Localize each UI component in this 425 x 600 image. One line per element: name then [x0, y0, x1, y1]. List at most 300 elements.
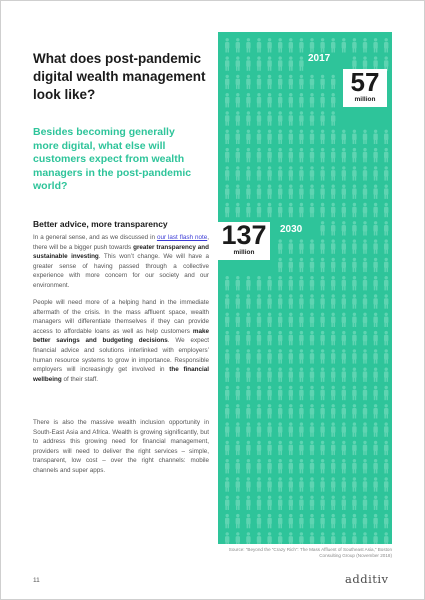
- person-icon: [373, 313, 377, 327]
- person-icon: [267, 313, 271, 327]
- person-icon: [236, 459, 240, 473]
- person-icon: [352, 294, 356, 308]
- person-icon: [363, 203, 367, 217]
- person-icon: [342, 404, 346, 418]
- person-icon: [352, 514, 356, 528]
- section-heading: Better advice, more transparency: [33, 219, 168, 229]
- person-icon: [384, 166, 388, 180]
- person-icon: [246, 56, 250, 70]
- person-icon: [236, 75, 240, 89]
- person-icon: [384, 258, 388, 272]
- person-icon: [246, 349, 250, 363]
- person-icon: [363, 422, 367, 436]
- person-icon: [299, 349, 303, 363]
- person-icon: [310, 111, 314, 125]
- person-icon: [257, 75, 261, 89]
- person-icon: [225, 185, 229, 199]
- person-icon: [257, 56, 261, 70]
- person-icon: [267, 386, 271, 400]
- person-icon: [320, 38, 324, 52]
- stat-2017-value: 57: [350, 67, 380, 97]
- person-icon: [299, 148, 303, 162]
- stat-2030-value: 137: [221, 220, 267, 250]
- person-icon: [320, 386, 324, 400]
- stat-2017-box: [343, 69, 387, 107]
- person-icon: [299, 477, 303, 491]
- person-icon: [278, 496, 282, 510]
- person-icon: [236, 38, 240, 52]
- person-icon: [267, 166, 271, 180]
- person-icon: [363, 313, 367, 327]
- person-icon: [236, 166, 240, 180]
- person-icon: [246, 38, 250, 52]
- person-icon: [246, 459, 250, 473]
- person-icon: [320, 313, 324, 327]
- paragraph-2-text-2: . We expect financial advice and solutions interlinked with employers’ human resource systems to grow in importance. Responsible employers will increasingly get involved in: [33, 337, 209, 374]
- person-icon: [246, 294, 250, 308]
- person-icon: [310, 404, 314, 418]
- person-icon: [236, 313, 240, 327]
- person-icon: [225, 532, 229, 544]
- person-icon: [246, 532, 250, 544]
- person-icon: [267, 514, 271, 528]
- paragraph-2: [33, 298, 209, 384]
- person-icon: [352, 441, 356, 455]
- person-icon: [310, 185, 314, 199]
- person-icon: [310, 93, 314, 107]
- person-icon: [373, 294, 377, 308]
- person-icon: [257, 185, 261, 199]
- person-icon: [236, 294, 240, 308]
- person-icon: [320, 203, 324, 217]
- person-icon: [331, 258, 335, 272]
- person-icon: [257, 514, 261, 528]
- person-icon: [225, 93, 229, 107]
- person-icon: [225, 148, 229, 162]
- person-icon: [363, 349, 367, 363]
- person-icon: [257, 38, 261, 52]
- person-icon: [225, 368, 229, 382]
- person-icon: [267, 459, 271, 473]
- person-icon: [289, 203, 293, 217]
- person-icon: [384, 203, 388, 217]
- person-icon: [236, 368, 240, 382]
- person-icon: [289, 239, 293, 253]
- person-icon: [373, 532, 377, 544]
- person-icon: [267, 368, 271, 382]
- person-icon: [267, 75, 271, 89]
- person-icon: [331, 130, 335, 144]
- person-icon: [373, 239, 377, 253]
- person-icon: [299, 75, 303, 89]
- person-icon: [257, 276, 261, 290]
- person-icon: [289, 514, 293, 528]
- person-icon: [267, 532, 271, 544]
- person-icon: [299, 422, 303, 436]
- person-icon: [257, 386, 261, 400]
- person-icon: [299, 203, 303, 217]
- person-icon: [373, 331, 377, 345]
- person-icon: [299, 294, 303, 308]
- person-icon: [384, 349, 388, 363]
- person-icon: [320, 404, 324, 418]
- paragraph-1: [33, 233, 209, 291]
- person-icon: [342, 441, 346, 455]
- person-icon: [299, 93, 303, 107]
- person-icon: [342, 38, 346, 52]
- person-icon: [310, 276, 314, 290]
- stat-2030-box: [218, 222, 270, 260]
- additiv-logo: additiv: [345, 572, 389, 586]
- person-icon: [267, 331, 271, 345]
- person-icon: [331, 349, 335, 363]
- person-icon: [373, 496, 377, 510]
- person-icon: [267, 93, 271, 107]
- person-icon: [289, 496, 293, 510]
- person-icon: [320, 331, 324, 345]
- person-icon: [342, 258, 346, 272]
- person-icon: [363, 294, 367, 308]
- page-number: 11: [33, 577, 40, 584]
- person-icon: [236, 148, 240, 162]
- person-icon: [342, 166, 346, 180]
- person-icon: [352, 258, 356, 272]
- person-icon: [363, 386, 367, 400]
- person-icon: [257, 148, 261, 162]
- person-icon: [331, 313, 335, 327]
- person-icon: [331, 75, 335, 89]
- person-icon: [267, 477, 271, 491]
- person-icon: [278, 532, 282, 544]
- person-icon: [246, 368, 250, 382]
- person-icon: [331, 331, 335, 345]
- person-icon: [278, 331, 282, 345]
- person-icon: [299, 239, 303, 253]
- person-icon: [320, 422, 324, 436]
- person-icon: [352, 166, 356, 180]
- person-icon: [342, 532, 346, 544]
- person-icon: [310, 514, 314, 528]
- person-icon: [236, 111, 240, 125]
- person-icon: [352, 185, 356, 199]
- person-icon: [363, 496, 367, 510]
- person-icon: [257, 331, 261, 345]
- person-icon: [384, 368, 388, 382]
- person-icon: [363, 221, 367, 235]
- person-icon: [310, 459, 314, 473]
- person-icon: [331, 496, 335, 510]
- person-icon: [246, 331, 250, 345]
- person-icon: [384, 514, 388, 528]
- person-icon: [331, 386, 335, 400]
- person-icon: [384, 422, 388, 436]
- person-icon: [331, 532, 335, 544]
- person-icon: [225, 130, 229, 144]
- person-icon: [352, 532, 356, 544]
- person-icon: [267, 294, 271, 308]
- person-icon: [299, 111, 303, 125]
- person-icon: [289, 313, 293, 327]
- person-icon: [246, 111, 250, 125]
- person-icon: [320, 368, 324, 382]
- person-icon: [352, 349, 356, 363]
- person-icon: [225, 56, 229, 70]
- person-icon: [373, 386, 377, 400]
- person-icon: [342, 276, 346, 290]
- person-icon: [320, 166, 324, 180]
- person-icon: [384, 313, 388, 327]
- person-icon: [236, 441, 240, 455]
- person-icon: [225, 38, 229, 52]
- person-icon: [225, 75, 229, 89]
- person-icon: [320, 75, 324, 89]
- person-icon: [352, 331, 356, 345]
- person-icon: [278, 368, 282, 382]
- person-icon: [373, 203, 377, 217]
- person-icon: [299, 386, 303, 400]
- person-icon: [299, 258, 303, 272]
- person-icon: [267, 56, 271, 70]
- person-icon: [225, 477, 229, 491]
- person-icon: [331, 422, 335, 436]
- person-icon: [246, 276, 250, 290]
- person-icon: [278, 349, 282, 363]
- person-icon: [299, 276, 303, 290]
- person-icon: [384, 404, 388, 418]
- person-icon: [289, 276, 293, 290]
- person-icon: [331, 239, 335, 253]
- person-icon: [278, 148, 282, 162]
- person-icon: [257, 441, 261, 455]
- person-icon: [225, 276, 229, 290]
- person-icon: [278, 276, 282, 290]
- person-icon: [331, 93, 335, 107]
- person-icon: [299, 514, 303, 528]
- person-icon: [352, 368, 356, 382]
- person-icon: [246, 75, 250, 89]
- person-icon: [352, 404, 356, 418]
- person-icon: [278, 75, 282, 89]
- person-icon: [246, 496, 250, 510]
- person-icon: [373, 422, 377, 436]
- person-icon: [384, 221, 388, 235]
- person-icon: [331, 459, 335, 473]
- person-icon: [289, 294, 293, 308]
- person-icon: [320, 258, 324, 272]
- person-icon: [257, 459, 261, 473]
- person-icon: [289, 349, 293, 363]
- person-icon: [363, 38, 367, 52]
- person-icon: [225, 331, 229, 345]
- person-icon: [384, 496, 388, 510]
- person-icon: [289, 75, 293, 89]
- person-icon: [352, 422, 356, 436]
- person-icon: [289, 331, 293, 345]
- source-note: Source: “Beyond the “Crazy Rich”: The Mass Affluent of Southeast Asia,” Boston Consulting Group (November 2018): [228, 547, 392, 559]
- person-icon: [257, 294, 261, 308]
- person-icon: [236, 422, 240, 436]
- person-icon: [257, 496, 261, 510]
- person-icon: [373, 477, 377, 491]
- page-subtitle: Besides becoming generally more digital, what else will customers expect from wealth managers in the post-pandemic world?: [33, 126, 192, 193]
- person-icon: [310, 130, 314, 144]
- person-icon: [331, 166, 335, 180]
- person-icon: [320, 532, 324, 544]
- person-icon: [289, 93, 293, 107]
- person-icon: [342, 349, 346, 363]
- person-icon: [257, 130, 261, 144]
- person-icon: [310, 477, 314, 491]
- person-icon: [236, 496, 240, 510]
- person-icon: [384, 294, 388, 308]
- person-icon: [320, 276, 324, 290]
- year-2030-label: 2030: [280, 224, 303, 235]
- person-icon: [310, 532, 314, 544]
- person-icon: [331, 514, 335, 528]
- person-icon: [289, 532, 293, 544]
- person-icon: [299, 532, 303, 544]
- person-icon: [352, 276, 356, 290]
- person-icon: [310, 368, 314, 382]
- person-icon: [236, 93, 240, 107]
- person-icon: [299, 404, 303, 418]
- person-icon: [289, 148, 293, 162]
- person-icon: [299, 459, 303, 473]
- person-icon: [267, 404, 271, 418]
- person-icon: [289, 477, 293, 491]
- person-icon: [257, 93, 261, 107]
- person-icon: [246, 386, 250, 400]
- person-icon: [363, 404, 367, 418]
- person-icon: [352, 313, 356, 327]
- person-icon: [225, 514, 229, 528]
- person-icon: [246, 166, 250, 180]
- person-icon: [373, 221, 377, 235]
- person-icon: [331, 221, 335, 235]
- person-icon: [342, 422, 346, 436]
- person-icon: [267, 203, 271, 217]
- flash-note-link[interactable]: our last flash note: [156, 234, 208, 241]
- person-icon: [289, 111, 293, 125]
- person-icon: [342, 368, 346, 382]
- person-icon: [352, 386, 356, 400]
- person-icon: [342, 185, 346, 199]
- person-icon: [384, 459, 388, 473]
- person-icon: [267, 422, 271, 436]
- person-icon: [278, 258, 282, 272]
- person-icon: [342, 148, 346, 162]
- person-icon: [310, 349, 314, 363]
- person-icon: [299, 185, 303, 199]
- person-icon: [384, 532, 388, 544]
- person-icon: [320, 221, 324, 235]
- person-icon: [373, 166, 377, 180]
- paragraph-2-text-1: People will need more of a helping hand in the immediate aftermath of the crisis. In the mass affluent space, wealth managers will differentiate themselves if they can provide access to affordable loans as well as help customers: [33, 299, 209, 335]
- person-icon: [278, 203, 282, 217]
- person-icon: [342, 313, 346, 327]
- person-icon: [267, 148, 271, 162]
- person-icon: [352, 239, 356, 253]
- person-icon: [310, 148, 314, 162]
- person-icon: [289, 459, 293, 473]
- person-icon: [225, 422, 229, 436]
- person-icon: [299, 313, 303, 327]
- infographic-panel: [218, 32, 392, 544]
- person-icon: [342, 496, 346, 510]
- person-icon: [299, 38, 303, 52]
- person-icon: [225, 203, 229, 217]
- person-icon: [246, 130, 250, 144]
- person-icon: [363, 441, 367, 455]
- person-icon: [257, 111, 261, 125]
- person-icon: [278, 239, 282, 253]
- person-icon: [320, 130, 324, 144]
- person-icon: [363, 331, 367, 345]
- person-icon: [384, 185, 388, 199]
- person-icon: [310, 441, 314, 455]
- person-icon: [289, 185, 293, 199]
- person-icon: [331, 111, 335, 125]
- person-icon: [267, 130, 271, 144]
- person-icon: [289, 166, 293, 180]
- person-icon: [299, 441, 303, 455]
- person-icon: [278, 386, 282, 400]
- person-icon: [352, 203, 356, 217]
- person-icon: [384, 38, 388, 52]
- person-icon: [236, 349, 240, 363]
- person-icon: [373, 441, 377, 455]
- person-icon: [289, 258, 293, 272]
- person-icon: [257, 166, 261, 180]
- person-icon: [320, 496, 324, 510]
- person-icon: [236, 331, 240, 345]
- person-icon: [267, 349, 271, 363]
- person-icon: [246, 313, 250, 327]
- person-icon: [373, 368, 377, 382]
- person-icon: [246, 148, 250, 162]
- person-icon: [225, 459, 229, 473]
- person-icon: [384, 441, 388, 455]
- person-icon: [384, 477, 388, 491]
- person-icon: [373, 459, 377, 473]
- person-icon: [310, 294, 314, 308]
- person-icon: [225, 441, 229, 455]
- paragraph-2-text-3: of their staff.: [61, 375, 98, 383]
- person-icon: [246, 203, 250, 217]
- person-icon: [320, 148, 324, 162]
- person-icon: [384, 148, 388, 162]
- person-icon: [278, 294, 282, 308]
- person-icon: [225, 313, 229, 327]
- person-icon: [257, 313, 261, 327]
- person-icon: [310, 313, 314, 327]
- person-icon: [342, 294, 346, 308]
- person-icon: [246, 514, 250, 528]
- person-icon: [278, 514, 282, 528]
- person-icon: [289, 441, 293, 455]
- person-icon: [278, 459, 282, 473]
- person-icon: [257, 203, 261, 217]
- person-icon: [278, 38, 282, 52]
- person-icon: [373, 130, 377, 144]
- person-icon: [342, 130, 346, 144]
- person-icon: [320, 514, 324, 528]
- person-icon: [267, 441, 271, 455]
- person-icon: [299, 130, 303, 144]
- person-icon: [352, 477, 356, 491]
- person-icon: [363, 239, 367, 253]
- person-icon: [257, 368, 261, 382]
